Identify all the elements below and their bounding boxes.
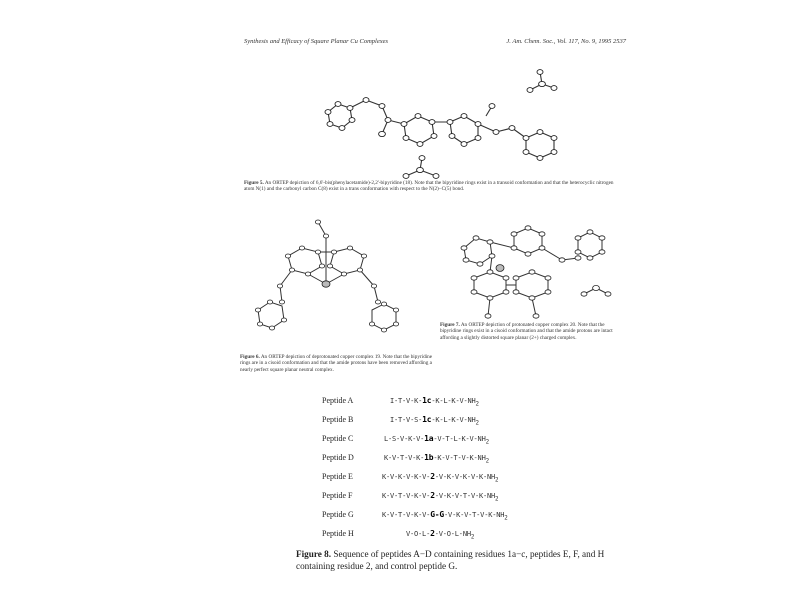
peptide-name: Peptide B <box>322 415 354 424</box>
peptide-sequence: $I-T-V-K-1c-K-L-K-V-NH_2$ <box>390 396 479 408</box>
peptide-row <box>226 491 626 505</box>
figure-7-ortep-drawing <box>444 208 624 338</box>
peptide-sequence: $K-V-T-V-K-V-2-V-K-V-T-V-K-NH_2$ <box>382 491 499 503</box>
figure-8-caption: Figure 8. Sequence of peptides A−D containing residues 1a−c, peptides E, F, and H containing residue 2, and control peptide G. <box>296 549 605 571</box>
peptide-row <box>226 529 626 543</box>
figure-7-caption: Figure 7. An ORTEP depiction of protonated copper complex 20. Note that the bipyridine rings exist in a cisoid conformation and that the amide protons are intact affording a slightly distorted square planar (2+) charged complex. <box>440 322 613 341</box>
peptide-name: Peptide H <box>322 529 354 538</box>
peptide-sequence: $K-V-K-V-K-V-2-V-K-V-K-V-K-NH_2$ <box>382 472 499 484</box>
figure-5-caption: Figure 5. An ORTEP depiction of 6,6'-bis(phenylacetamide)-2,2'-bipyridine (18). Note that the bipyridine rings exist in a transoid conformation and that the heterocyclic nitrogen atom N(1) and the carbonyl carbon C(8) exist in a trans conformation with respect to the N(2)−C(5) bond. <box>244 180 614 193</box>
peptide-name: Peptide C <box>322 434 354 443</box>
figure-5-ortep-drawing <box>286 62 586 192</box>
peptide-sequence: $L-S-V-K-V-1a-V-T-L-K-V-NH_2$ <box>384 434 489 446</box>
figure-6-caption: Figure 6. An ORTEP depiction of deprotonated copper complex 19. Note that the bipyridine rings are in a cisoid conformation and that the amide protons have been removed affording a nearly perfect square planar neutral complex. <box>240 354 433 373</box>
peptide-row <box>226 453 626 467</box>
peptide-row <box>226 396 626 410</box>
peptide-row <box>226 472 626 486</box>
peptide-name: Peptide G <box>322 510 354 519</box>
running-header-title: Synthesis and Efficacy of Square Planar Cu Complexes <box>244 38 388 45</box>
running-header-citation: J. Am. Chem. Soc., Vol. 117, No. 9, 1995 2537 <box>506 38 626 45</box>
figure-6-ortep-drawing <box>238 206 438 346</box>
peptide-sequence: $K-V-T-V-K-V-G-G-V-K-V-T-V-K-NH_2$ <box>382 510 508 522</box>
peptide-name: Peptide D <box>322 453 354 462</box>
peptide-name: Peptide F <box>322 491 353 500</box>
journal-page <box>226 30 626 595</box>
peptide-name: Peptide A <box>322 396 354 405</box>
peptide-row <box>226 510 626 524</box>
peptide-row <box>226 415 626 429</box>
peptide-row <box>226 434 626 448</box>
peptide-name: Peptide E <box>322 472 353 481</box>
peptide-sequence: $V-O-L-2-V-O-L-NH_2$ <box>406 529 475 541</box>
peptide-sequence: $K-V-T-V-K-1b-K-V-T-V-K-NH_2$ <box>384 453 489 465</box>
peptide-sequence: $I-T-V-S-1c-K-L-K-V-NH_2$ <box>390 415 479 427</box>
